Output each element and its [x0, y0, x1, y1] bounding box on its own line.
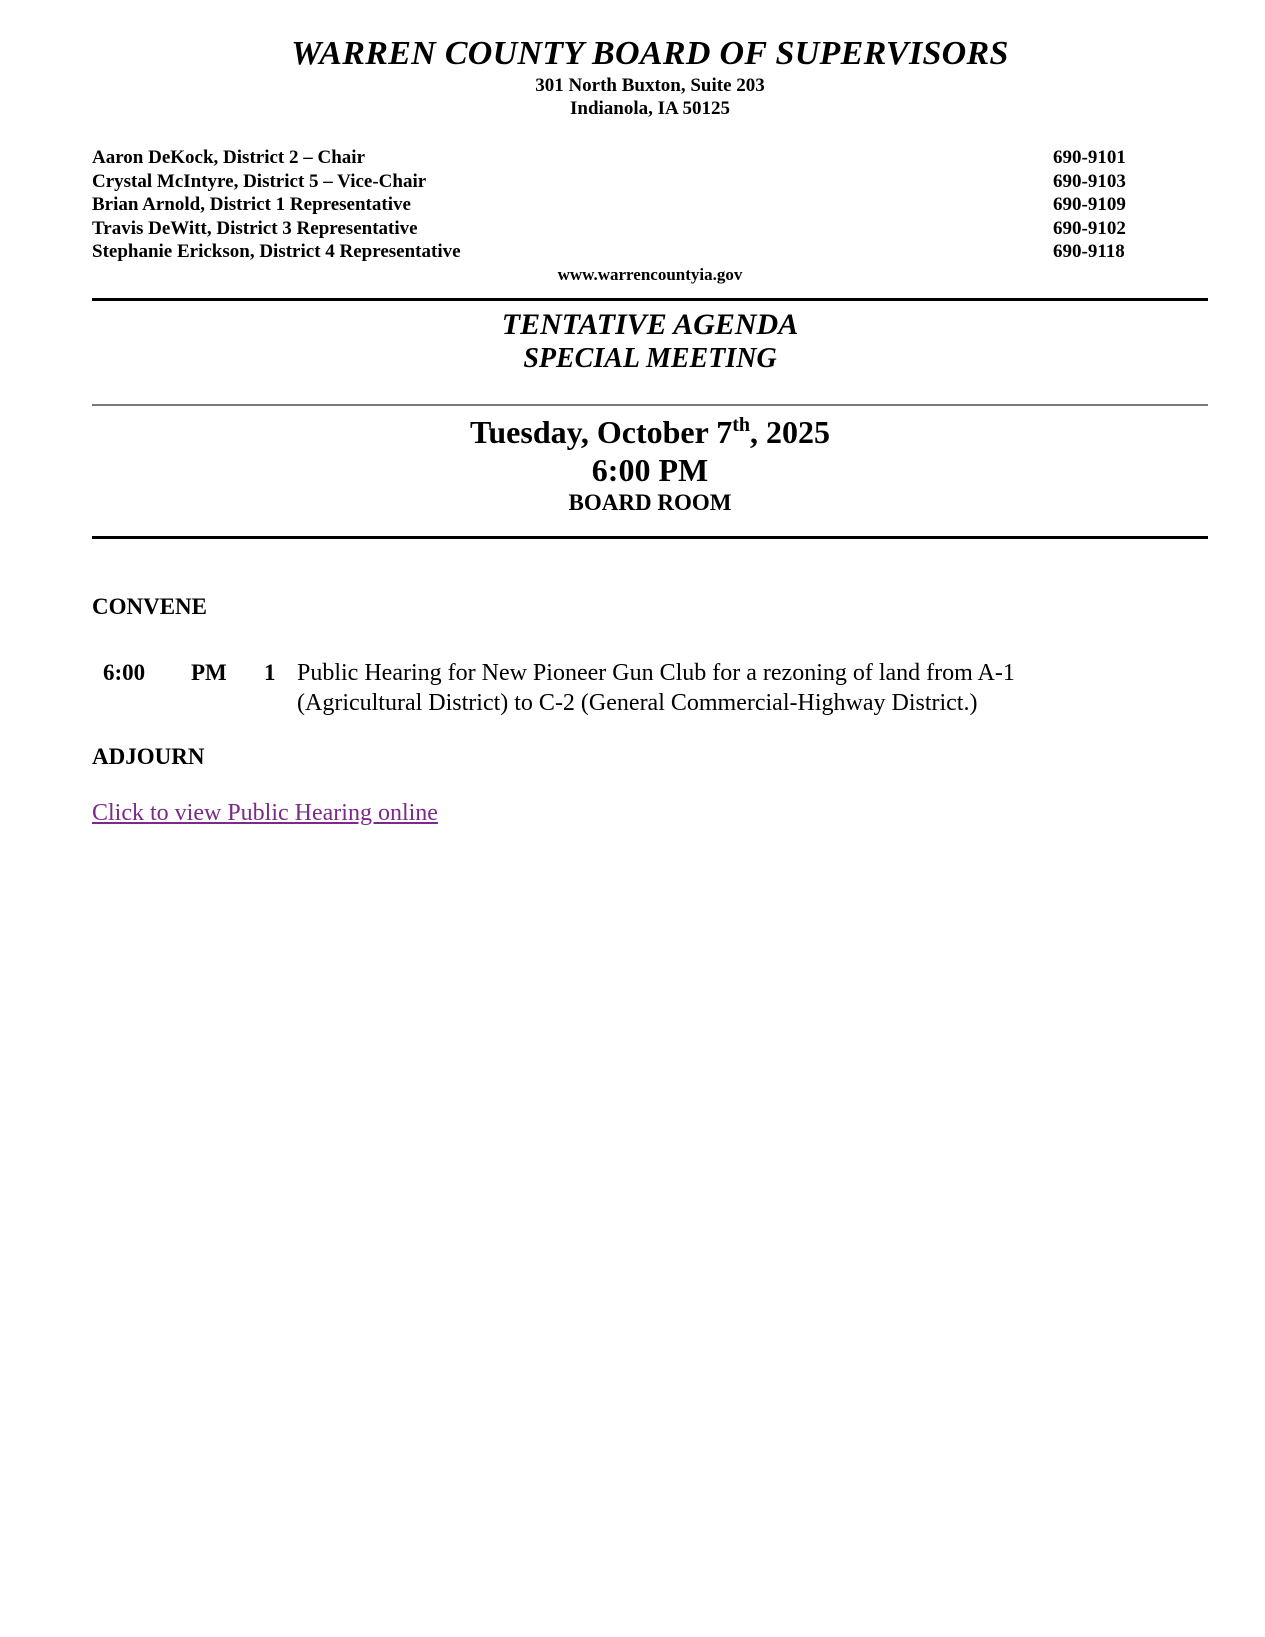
adjourn-heading: ADJOURN: [92, 744, 205, 769]
divider-bottom: [92, 536, 1208, 539]
member-list: [92, 146, 461, 264]
meeting-date: [0, 414, 1265, 451]
member-phone-list: [1053, 146, 1126, 264]
meeting-time: 6:00 PM: [591, 452, 709, 488]
agenda-item-line: (Agricultural District) to C-2 (General Commercial-Highway District.): [297, 690, 978, 716]
agenda-item-ampm: PM: [191, 660, 227, 685]
agenda-item-description: [297, 658, 1077, 718]
member-name: Travis DeWitt, District 3 Representative: [92, 217, 418, 239]
divider-middle: [92, 404, 1208, 406]
agenda-item-time: 6:00: [103, 660, 146, 685]
meeting-date-suffix: , 2025: [750, 414, 831, 450]
address-line-2: Indianola, IA 50125: [570, 98, 730, 119]
org-title: WARREN COUNTY BOARD OF SUPERVISORS: [291, 35, 1009, 72]
website-url: www.warrencountyia.gov: [557, 265, 743, 284]
agenda-item-number: 1: [264, 660, 276, 685]
member-phone: 690-9101: [1053, 147, 1126, 168]
member-phone: 690-9118: [1053, 241, 1125, 262]
divider-top: [92, 298, 1208, 301]
meeting-location: BOARD ROOM: [568, 490, 732, 515]
member-name: Crystal McIntyre, District 5 – Vice-Chair: [92, 170, 427, 192]
member-phone: 690-9102: [1053, 217, 1126, 239]
agenda-subtitle: SPECIAL MEETING: [523, 343, 777, 374]
public-hearing-link[interactable]: Click to view Public Hearing online: [92, 800, 438, 826]
agenda-item-line: Public Hearing for New Pioneer Gun Club for a rezoning of land from A-1: [297, 660, 1015, 686]
meeting-date-prefix: Tuesday, October 7: [469, 414, 733, 450]
member-phone: 690-9109: [1053, 194, 1126, 215]
member-name: Stephanie Erickson, District 4 Representative: [92, 241, 461, 262]
member-name: Brian Arnold, District 1 Representative: [92, 194, 411, 215]
convene-heading: CONVENE: [92, 594, 208, 619]
agenda-title: TENTATIVE AGENDA: [501, 308, 799, 341]
address-line-1: 301 North Buxton, Suite 203: [535, 75, 765, 96]
member-phone: 690-9103: [1053, 170, 1126, 192]
member-name: Aaron DeKock, District 2 – Chair: [92, 147, 366, 168]
meeting-date-superscript: th: [732, 414, 751, 436]
